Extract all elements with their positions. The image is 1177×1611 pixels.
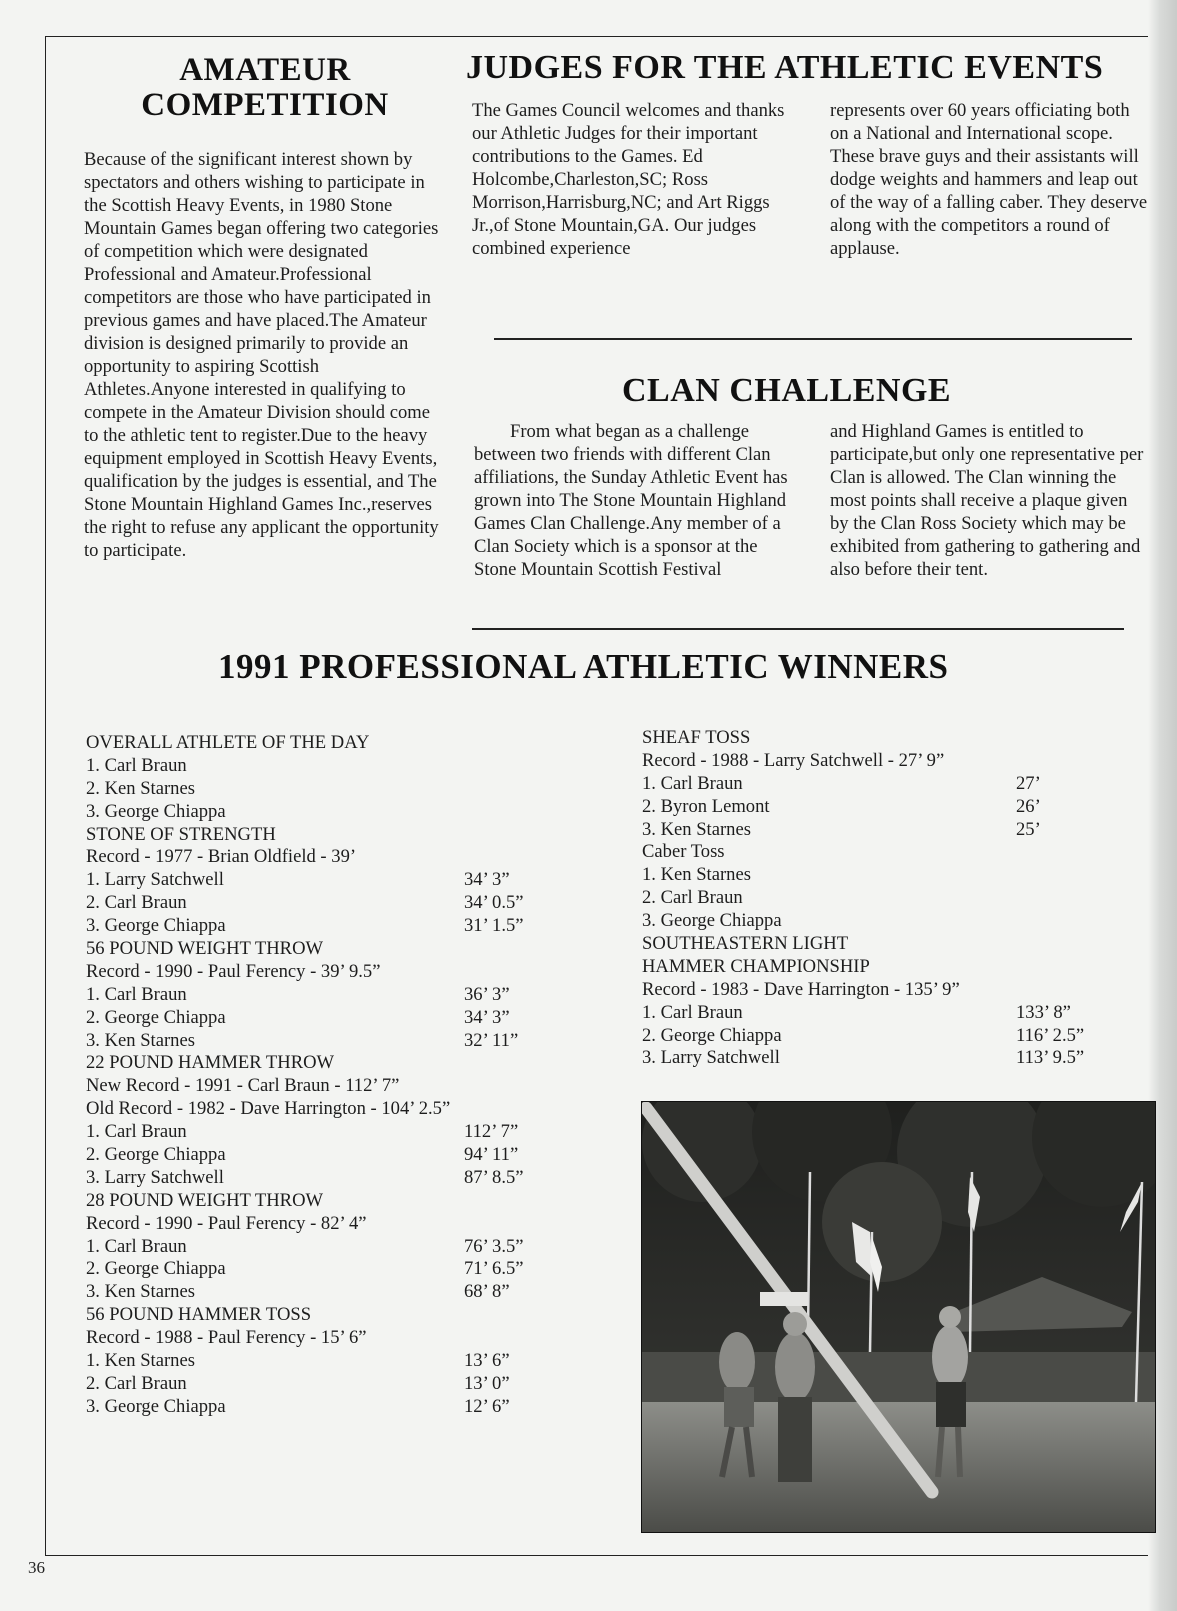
page-number: 36 xyxy=(28,1558,45,1577)
result-row xyxy=(86,755,586,778)
result-row xyxy=(642,841,1122,864)
result-label: 1. Carl Braun xyxy=(86,983,187,1005)
result-value: 36’ 3” xyxy=(464,983,510,1005)
result-label: Record - 1988 - Larry Satchwell - 27’ 9” xyxy=(642,749,945,771)
winners-list-left xyxy=(86,732,586,1419)
result-row xyxy=(642,796,1122,819)
result-row xyxy=(86,1075,586,1098)
amateur-competition-heading: AMATEUR COMPETITION xyxy=(141,52,389,123)
result-value: 133’ 8” xyxy=(1016,1001,1071,1023)
result-row xyxy=(86,778,586,801)
result-value: 31’ 1.5” xyxy=(464,915,524,937)
result-row xyxy=(86,984,586,1007)
result-label: 3. George Chiappa xyxy=(642,910,782,932)
judges-text-col2: represents over 60 years officiating both on a National and International scope. These brave guys and their assistants will dodge weights and hammers and leap out of the way of a falling caber. They deserve along with the competitors a round of applause. xyxy=(830,100,1148,259)
result-row xyxy=(86,1327,586,1350)
result-label: New Record - 1991 - Carl Braun - 112’ 7” xyxy=(86,1075,400,1097)
result-row xyxy=(86,1373,586,1396)
result-label: 2. George Chiappa xyxy=(86,1144,226,1166)
result-row xyxy=(86,801,586,824)
result-row xyxy=(86,1007,586,1030)
result-row xyxy=(86,824,586,847)
result-row xyxy=(86,1304,586,1327)
result-row xyxy=(642,864,1122,887)
result-row xyxy=(642,819,1122,842)
divider-rule xyxy=(472,628,1124,630)
result-row xyxy=(86,1350,586,1373)
result-label: HAMMER CHAMPIONSHIP xyxy=(642,955,870,977)
result-label: 3. Ken Starnes xyxy=(86,1029,195,1051)
result-value: 26’ xyxy=(1016,795,1041,817)
result-value: 94’ 11” xyxy=(464,1144,519,1166)
result-label: 2. Ken Starnes xyxy=(86,777,195,799)
result-value: 71’ 6.5” xyxy=(464,1258,524,1280)
result-label: 1. Carl Braun xyxy=(642,772,743,794)
result-label: SOUTHEASTERN LIGHT xyxy=(642,933,849,955)
photo-image xyxy=(642,1102,1155,1532)
result-row xyxy=(86,1258,586,1281)
result-label: 2. George Chiappa xyxy=(86,1006,226,1028)
result-row xyxy=(86,1121,586,1144)
result-label: 3. Ken Starnes xyxy=(642,818,751,840)
winners-heading: 1991 PROFESSIONAL ATHLETIC WINNERS xyxy=(218,647,949,686)
result-label: STONE OF STRENGTH xyxy=(86,823,276,845)
result-value: 13’ 6” xyxy=(464,1350,510,1372)
result-label: 1. Carl Braun xyxy=(86,1121,187,1143)
result-row xyxy=(86,1190,586,1213)
result-row xyxy=(642,956,1122,979)
result-value: 32’ 11” xyxy=(464,1029,519,1051)
result-label: 3. Ken Starnes xyxy=(86,1281,195,1303)
result-value: 116’ 2.5” xyxy=(1016,1024,1085,1046)
result-label: 2. George Chiappa xyxy=(86,1258,226,1280)
result-label: 3. Larry Satchwell xyxy=(642,1047,780,1069)
result-row xyxy=(642,887,1122,910)
result-label: 56 POUND WEIGHT THROW xyxy=(86,938,324,960)
result-row xyxy=(86,892,586,915)
result-value: 76’ 3.5” xyxy=(464,1235,524,1257)
result-row xyxy=(86,1030,586,1053)
result-row xyxy=(86,1213,586,1236)
result-value: 13’ 0” xyxy=(464,1372,510,1394)
judges-heading: JUDGES FOR THE ATHLETIC EVENTS xyxy=(466,49,1104,86)
result-value: 34’ 3” xyxy=(464,1006,510,1028)
result-row xyxy=(86,1098,586,1121)
result-label: 1. Ken Starnes xyxy=(86,1350,195,1372)
clan-challenge-text-col1: From what began as a challenge between two friends with different Clan affiliations, the Sunday Athletic Event has grown into The Stone Mountain Highland Games Clan Challenge.Any member of a Clan Society which is a sponsor at the Stone Mountain Scottish Festival xyxy=(474,421,788,580)
result-row xyxy=(86,846,586,869)
result-row xyxy=(86,732,586,755)
amateur-competition-text: Because of the significant interest shown by spectators and others wishing to participate in the Scottish Heavy Events, in 1980 Stone Mountain Games began offering two categories of competition which were designated Professional and Amateur.Professional competitors are those who have participated in previous games and have placed.The Amateur division is designed primarily to provide an opportunity to aspiring Scottish Athletes.Anyone interested in qualifying to compete in the Amateur Division should come to the athletic tent to register.Due to the heavy equipment employed in Scottish Heavy Events, qualification by the judges is essential, and The Stone Mountain Highland Games Inc.,reserves the right to refuse any applicant the opportunity to participate. xyxy=(84,149,439,561)
result-value: 34’ 3” xyxy=(464,869,510,891)
clan-challenge-text-col2: and Highland Games is entitled to participate,but only one representative per Clan is allowed. The Clan winning the most points shall receive a plaque given by the Clan Ross Society which may be exhibited from gathering to gathering and also before their tent. xyxy=(830,421,1144,580)
result-row xyxy=(642,1002,1122,1025)
result-label: 2. Byron Lemont xyxy=(642,795,770,817)
result-label: SHEAF TOSS xyxy=(642,727,751,748)
result-label: Old Record - 1982 - Dave Harrington - 104’ 2.5” xyxy=(86,1098,451,1120)
result-row xyxy=(642,933,1122,956)
result-row xyxy=(86,1052,586,1075)
result-row xyxy=(86,961,586,984)
result-value: 87’ 8.5” xyxy=(464,1166,524,1188)
result-label: OVERALL ATHLETE OF THE DAY xyxy=(86,732,370,753)
result-label: Record - 1988 - Paul Ferency - 15’ 6” xyxy=(86,1327,367,1349)
result-value: 34’ 0.5” xyxy=(464,892,524,914)
result-row xyxy=(642,727,1122,750)
result-row xyxy=(86,1236,586,1259)
result-label: Record - 1983 - Dave Harrington - 135’ 9” xyxy=(642,978,960,1000)
result-value: 112’ 7” xyxy=(464,1121,519,1143)
result-label: 1. Ken Starnes xyxy=(642,864,751,886)
judges-text-col1: The Games Council welcomes and thanks our Athletic Judges for their important contributions to the Games. Ed Holcombe,Charleston,SC; Ross Morrison,Harrisburg,NC; and Art Riggs Jr.,of Stone Mountain,GA. Our judges combined experience xyxy=(472,100,785,259)
result-label: Caber Toss xyxy=(642,841,725,863)
result-value: 113’ 9.5” xyxy=(1016,1047,1085,1069)
divider-rule xyxy=(494,338,1132,340)
winners-list-right xyxy=(642,727,1122,1070)
result-row xyxy=(86,1144,586,1167)
result-row xyxy=(642,750,1122,773)
result-row xyxy=(642,979,1122,1002)
caber-toss-photo xyxy=(641,1101,1156,1533)
result-label: 1. Larry Satchwell xyxy=(86,869,224,891)
clan-challenge-heading: CLAN CHALLENGE xyxy=(622,372,952,409)
result-row xyxy=(86,1396,586,1419)
result-row xyxy=(642,773,1122,796)
result-label: 3. George Chiappa xyxy=(86,915,226,937)
result-label: 3. George Chiappa xyxy=(86,1395,226,1417)
result-value: 25’ xyxy=(1016,818,1041,840)
result-row xyxy=(642,1047,1122,1070)
result-label: 22 POUND HAMMER THROW xyxy=(86,1052,335,1074)
result-row xyxy=(642,1025,1122,1048)
result-label: 1. Carl Braun xyxy=(642,1001,743,1023)
result-label: 56 POUND HAMMER TOSS xyxy=(86,1304,312,1326)
result-row xyxy=(86,915,586,938)
result-label: 2. George Chiappa xyxy=(642,1024,782,1046)
result-label: Record - 1977 - Brian Oldfield - 39’ xyxy=(86,846,357,868)
result-value: 12’ 6” xyxy=(464,1395,510,1417)
result-row xyxy=(86,1281,586,1304)
result-value: 68’ 8” xyxy=(464,1281,510,1303)
result-row xyxy=(86,938,586,961)
result-label: 2. Carl Braun xyxy=(86,892,187,914)
result-row xyxy=(86,1167,586,1190)
result-value: 27’ xyxy=(1016,772,1041,794)
result-label: Record - 1990 - Paul Ferency - 82’ 4” xyxy=(86,1212,367,1234)
result-label: Record - 1990 - Paul Ferency - 39’ 9.5” xyxy=(86,960,381,982)
result-label: 3. George Chiappa xyxy=(86,800,226,822)
result-label: 28 POUND WEIGHT THROW xyxy=(86,1189,324,1211)
result-label: 1. Carl Braun xyxy=(86,754,187,776)
result-label: 2. Carl Braun xyxy=(86,1372,187,1394)
result-label: 1. Carl Braun xyxy=(86,1235,187,1257)
result-row xyxy=(86,869,586,892)
result-label: 2. Carl Braun xyxy=(642,887,743,909)
result-row xyxy=(642,910,1122,933)
result-label: 3. Larry Satchwell xyxy=(86,1166,224,1188)
